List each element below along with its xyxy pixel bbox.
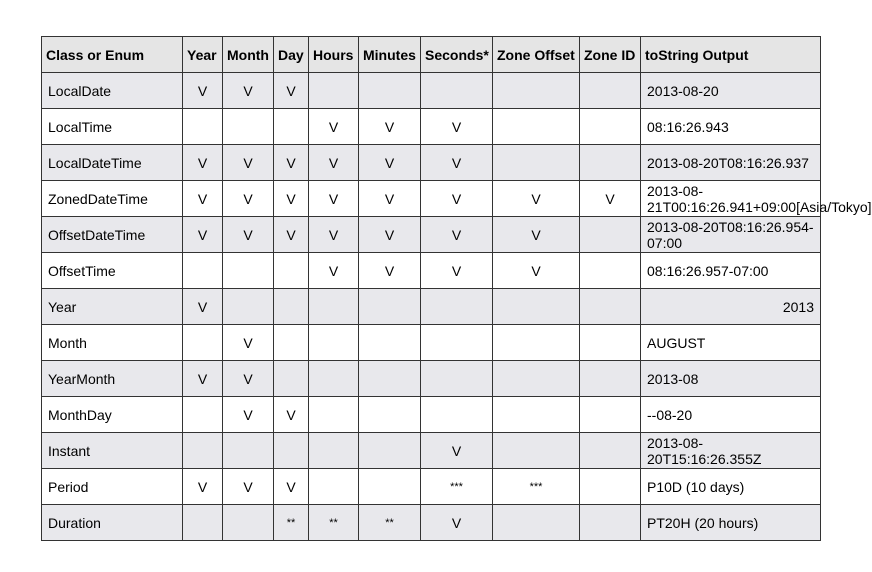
cell-year: V xyxy=(183,217,223,253)
cell-class-name: OffsetTime xyxy=(42,253,183,289)
cell-minutes xyxy=(359,397,421,433)
cell-hours xyxy=(309,289,359,325)
cell-year xyxy=(183,109,223,145)
cell-seconds: V xyxy=(421,217,493,253)
cell-zone-id: V xyxy=(580,181,641,217)
cell-minutes: V xyxy=(359,181,421,217)
cell-seconds xyxy=(421,289,493,325)
cell-class-name: YearMonth xyxy=(42,361,183,397)
cell-zone-id xyxy=(580,73,641,109)
cell-zone-offset xyxy=(493,505,580,541)
cell-tostring-output: 2013-08-20T08:16:26.937 xyxy=(641,145,821,181)
cell-zone-id xyxy=(580,217,641,253)
cell-tostring-output: --08-20 xyxy=(641,397,821,433)
cell-day xyxy=(274,361,309,397)
table-row xyxy=(42,181,821,217)
header-zone-id: Zone ID xyxy=(580,37,641,73)
cell-month: V xyxy=(223,217,274,253)
header-tostring-output: toString Output xyxy=(641,37,821,73)
cell-year xyxy=(183,505,223,541)
cell-seconds: V xyxy=(421,181,493,217)
cell-minutes: V xyxy=(359,253,421,289)
header-year: Year xyxy=(183,37,223,73)
cell-seconds: V xyxy=(421,109,493,145)
table-row xyxy=(42,73,821,109)
cell-year xyxy=(183,325,223,361)
cell-hours: V xyxy=(309,181,359,217)
cell-month xyxy=(223,505,274,541)
table-row xyxy=(42,361,821,397)
cell-tostring-output: 08:16:26.943 xyxy=(641,109,821,145)
cell-seconds: V xyxy=(421,505,493,541)
cell-month xyxy=(223,289,274,325)
cell-month: V xyxy=(223,361,274,397)
cell-tostring-output: 2013-08-21T00:16:26.941+09:00[Asia/Tokyo] xyxy=(641,181,821,217)
table-row xyxy=(42,325,821,361)
cell-seconds: V xyxy=(421,145,493,181)
cell-year: V xyxy=(183,181,223,217)
cell-year: V xyxy=(183,469,223,505)
table-row xyxy=(42,109,821,145)
cell-tostring-output: 2013-08-20 xyxy=(641,73,821,109)
cell-seconds xyxy=(421,73,493,109)
cell-day: V xyxy=(274,73,309,109)
header-seconds: Seconds* xyxy=(421,37,493,73)
cell-month: V xyxy=(223,181,274,217)
cell-zone-offset xyxy=(493,325,580,361)
cell-class-name: LocalDate xyxy=(42,73,183,109)
cell-tostring-output: 2013-08 xyxy=(641,361,821,397)
cell-month: V xyxy=(223,73,274,109)
cell-zone-id xyxy=(580,505,641,541)
cell-minutes xyxy=(359,73,421,109)
cell-year xyxy=(183,253,223,289)
cell-day xyxy=(274,109,309,145)
table-row xyxy=(42,505,821,541)
cell-tostring-output: 08:16:26.957-07:00 xyxy=(641,253,821,289)
cell-minutes: V xyxy=(359,217,421,253)
cell-class-name: Period xyxy=(42,469,183,505)
cell-hours: V xyxy=(309,109,359,145)
cell-class-name: LocalDateTime xyxy=(42,145,183,181)
cell-hours xyxy=(309,361,359,397)
cell-minutes: V xyxy=(359,145,421,181)
cell-tostring-output: 2013-08-20T08:16:26.954-07:00 xyxy=(641,217,821,253)
cell-class-name: Month xyxy=(42,325,183,361)
cell-minutes xyxy=(359,433,421,469)
cell-day: ** xyxy=(274,505,309,541)
cell-tostring-output: AUGUST xyxy=(641,325,821,361)
cell-day: V xyxy=(274,181,309,217)
cell-class-name: MonthDay xyxy=(42,397,183,433)
cell-day xyxy=(274,325,309,361)
cell-year xyxy=(183,397,223,433)
cell-hours xyxy=(309,73,359,109)
table-row xyxy=(42,469,821,505)
table-row xyxy=(42,397,821,433)
cell-minutes: V xyxy=(359,109,421,145)
cell-tostring-output: 2013 xyxy=(641,289,821,325)
cell-hours: ** xyxy=(309,505,359,541)
cell-month xyxy=(223,253,274,289)
cell-year: V xyxy=(183,145,223,181)
cell-tostring-output: P10D (10 days) xyxy=(641,469,821,505)
header-minutes: Minutes xyxy=(359,37,421,73)
cell-zone-id xyxy=(580,325,641,361)
cell-zone-offset xyxy=(493,289,580,325)
table-row xyxy=(42,217,821,253)
cell-year: V xyxy=(183,73,223,109)
cell-day xyxy=(274,433,309,469)
cell-month: V xyxy=(223,145,274,181)
cell-seconds xyxy=(421,361,493,397)
cell-month: V xyxy=(223,469,274,505)
cell-zone-id xyxy=(580,109,641,145)
cell-year: V xyxy=(183,289,223,325)
cell-zone-id xyxy=(580,397,641,433)
header-class-or-enum: Class or Enum xyxy=(42,37,183,73)
cell-year xyxy=(183,433,223,469)
date-time-classes-table xyxy=(41,36,872,541)
cell-zone-offset xyxy=(493,397,580,433)
cell-day: V xyxy=(274,145,309,181)
cell-zone-offset xyxy=(493,109,580,145)
header-hours: Hours xyxy=(309,37,359,73)
cell-tostring-output: PT20H (20 hours) xyxy=(641,505,821,541)
cell-zone-offset: V xyxy=(493,181,580,217)
table-row xyxy=(42,433,821,469)
table-body xyxy=(42,73,872,541)
cell-day xyxy=(274,289,309,325)
cell-zone-id xyxy=(580,289,641,325)
cell-minutes xyxy=(359,469,421,505)
cell-day: V xyxy=(274,217,309,253)
cell-zone-offset xyxy=(493,145,580,181)
cell-month: V xyxy=(223,397,274,433)
cell-zone-id xyxy=(580,469,641,505)
cell-zone-id xyxy=(580,145,641,181)
table-row xyxy=(42,289,821,325)
cell-class-name: Instant xyxy=(42,433,183,469)
cell-month xyxy=(223,433,274,469)
cell-class-name: ZonedDateTime xyxy=(42,181,183,217)
cell-day xyxy=(274,253,309,289)
cell-zone-offset xyxy=(493,361,580,397)
cell-seconds: V xyxy=(421,433,493,469)
cell-tostring-output: 2013-08-20T15:16:26.355Z xyxy=(641,433,821,469)
cell-zone-offset xyxy=(493,433,580,469)
cell-minutes xyxy=(359,325,421,361)
cell-class-name: OffsetDateTime xyxy=(42,217,183,253)
cell-zone-offset xyxy=(493,73,580,109)
cell-minutes: ** xyxy=(359,505,421,541)
cell-zone-id xyxy=(580,361,641,397)
table-row xyxy=(42,253,821,289)
cell-hours: V xyxy=(309,217,359,253)
header-month: Month xyxy=(223,37,274,73)
cell-seconds: *** xyxy=(421,469,493,505)
cell-seconds xyxy=(421,397,493,433)
cell-month: V xyxy=(223,325,274,361)
cell-hours xyxy=(309,325,359,361)
header-zone-offset: Zone Offset xyxy=(493,37,580,73)
table-row xyxy=(42,145,821,181)
cell-zone-offset: V xyxy=(493,217,580,253)
cell-class-name: Duration xyxy=(42,505,183,541)
cell-class-name: LocalTime xyxy=(42,109,183,145)
cell-day: V xyxy=(274,469,309,505)
cell-minutes xyxy=(359,289,421,325)
cell-year: V xyxy=(183,361,223,397)
cell-seconds: V xyxy=(421,253,493,289)
cell-hours xyxy=(309,433,359,469)
cell-zone-id xyxy=(580,433,641,469)
cell-hours xyxy=(309,397,359,433)
cell-hours: V xyxy=(309,253,359,289)
cell-hours xyxy=(309,469,359,505)
header-row xyxy=(42,37,821,73)
cell-class-name: Year xyxy=(42,289,183,325)
cell-day: V xyxy=(274,397,309,433)
cell-zone-offset: *** xyxy=(493,469,580,505)
cell-minutes xyxy=(359,361,421,397)
cell-hours: V xyxy=(309,145,359,181)
cell-zone-offset: V xyxy=(493,253,580,289)
cell-month xyxy=(223,109,274,145)
cell-zone-id xyxy=(580,253,641,289)
cell-seconds xyxy=(421,325,493,361)
header-day: Day xyxy=(274,37,309,73)
